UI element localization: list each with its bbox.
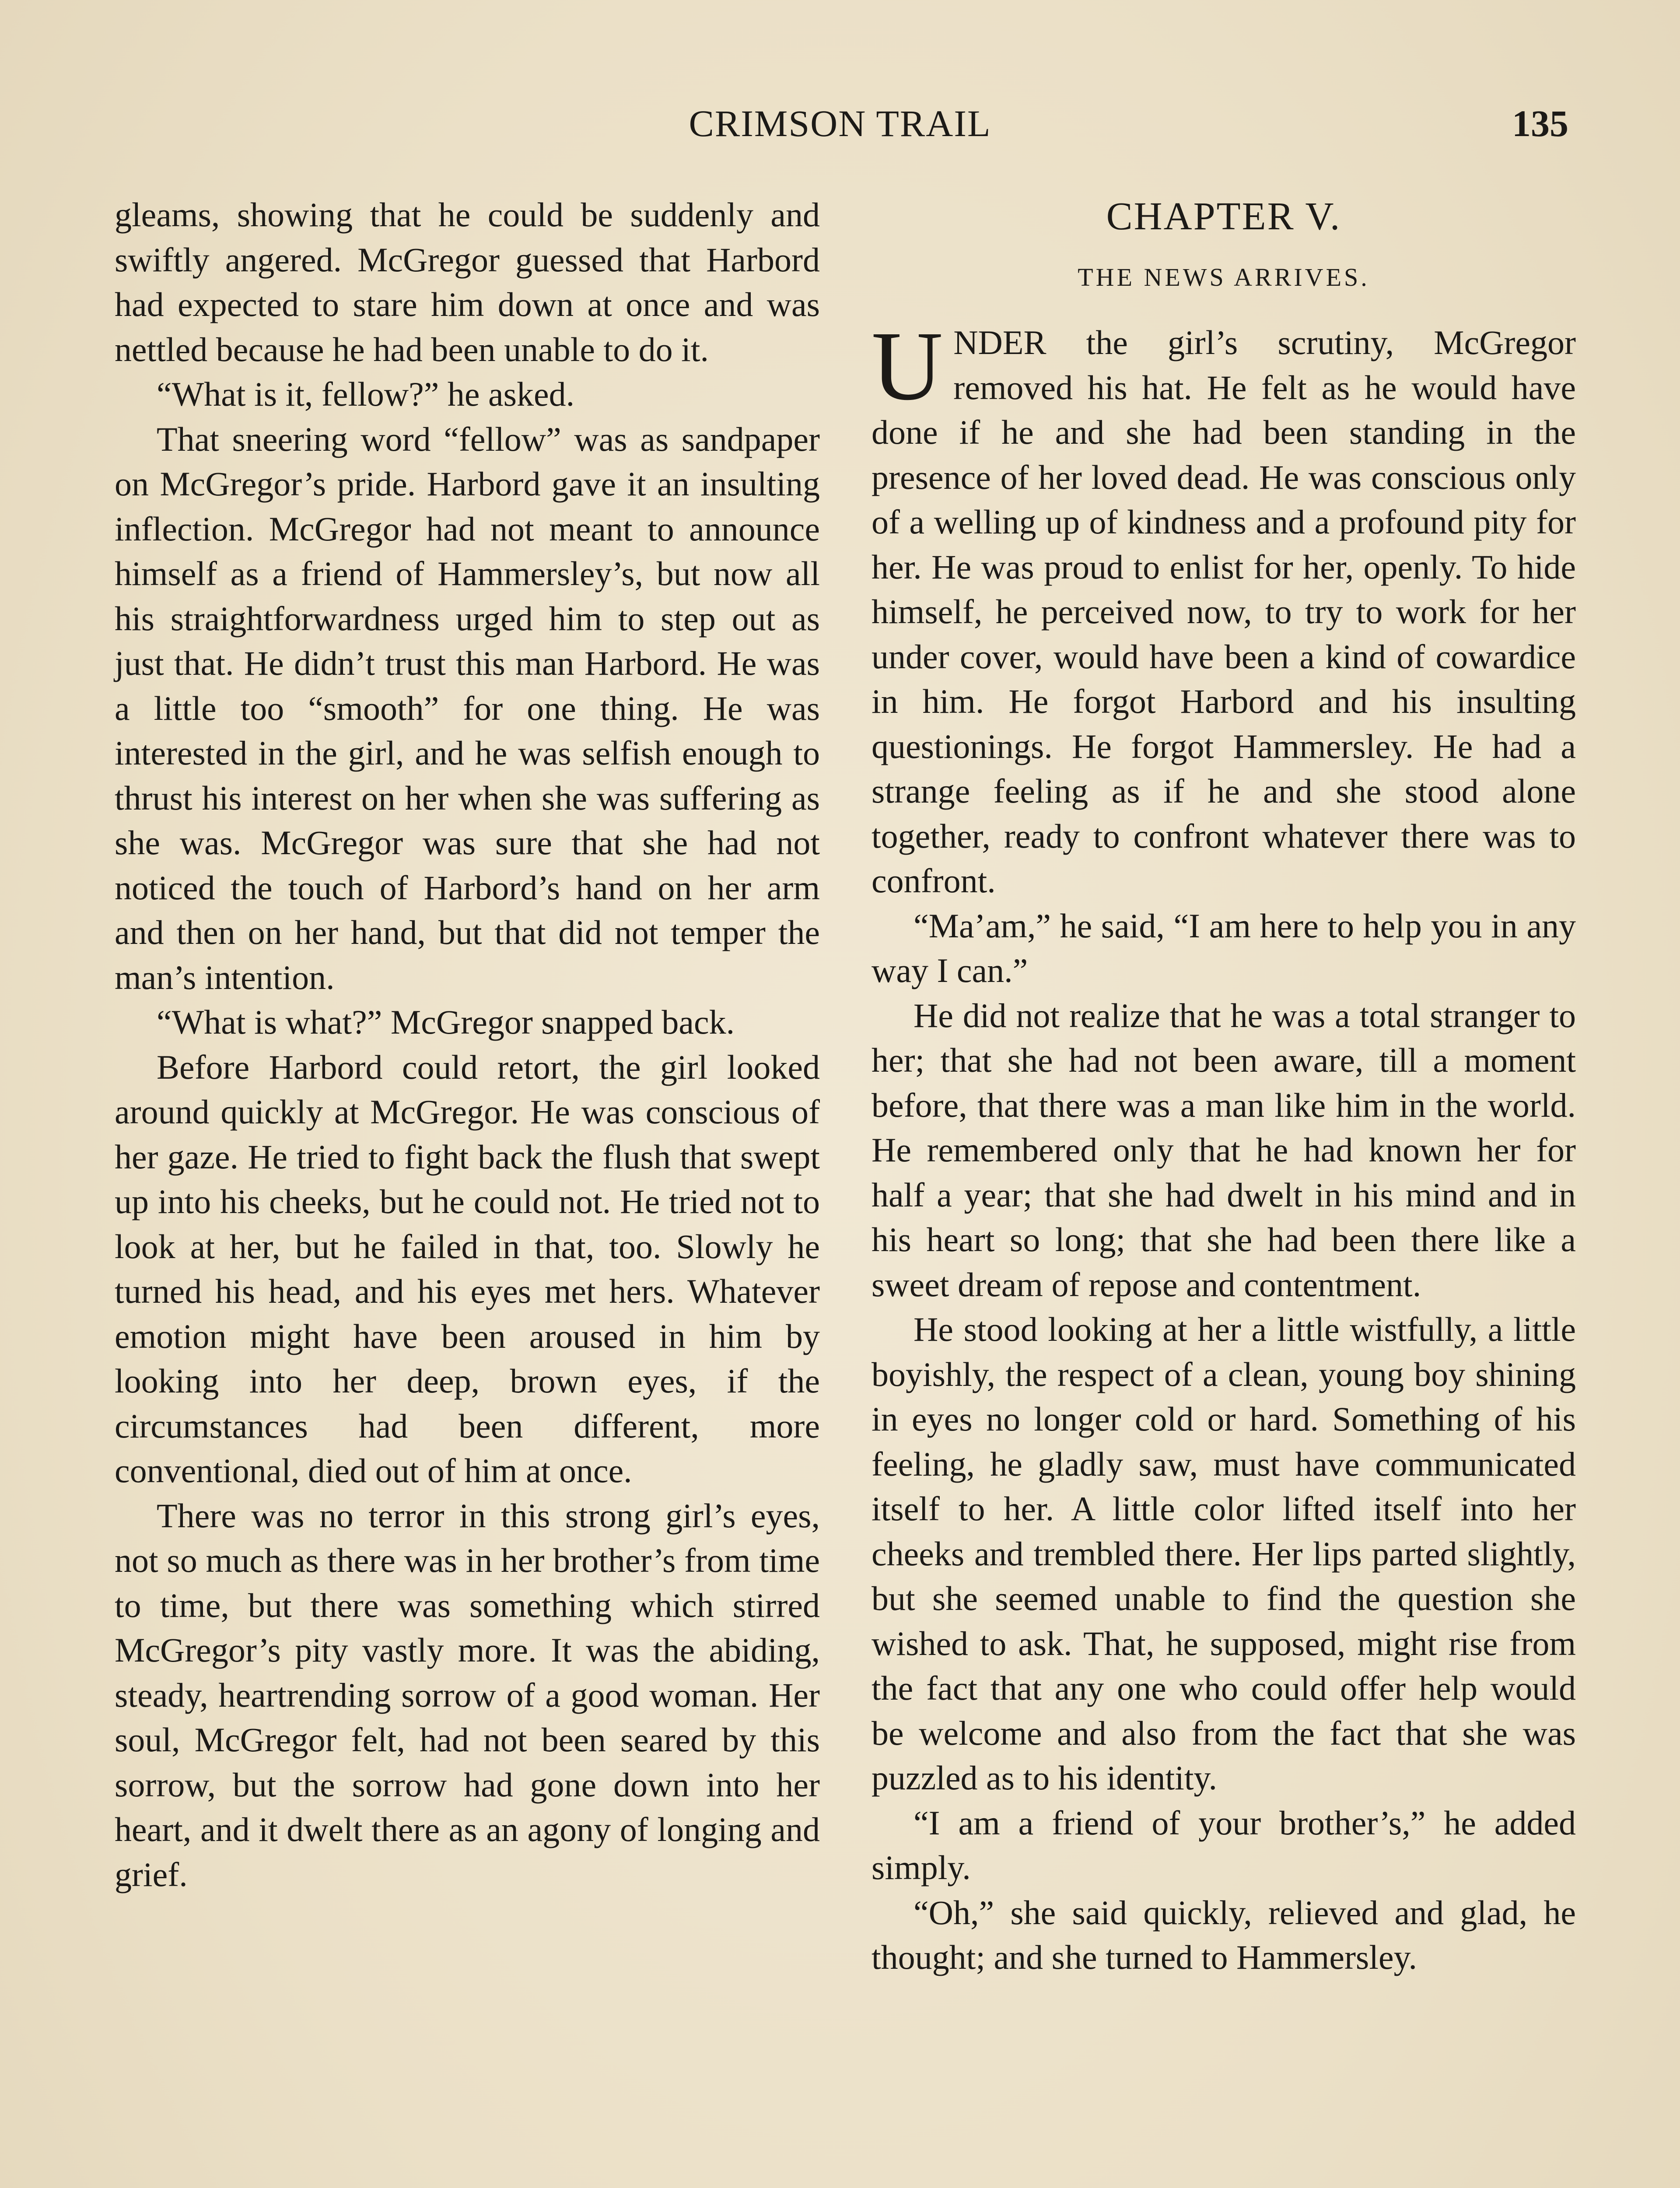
right-column <box>872 193 1576 1980</box>
paragraph: There was no terror in this strong girl’s eyes, not so much as there was in her brother’s from time to time, but there was something which stirred McGregor’s pity vastly more. It was the abiding, steady, heartrending sorrow of a good woman. Her soul, McGregor felt, had not been seared by this sorrow, but the sorrow had gone down into her heart, and it dwelt there as an agony of longing and grief. <box>115 1496 820 1893</box>
paragraph: That sneering word “fellow” was as sandpaper on McGregor’s pride. Harbord gave it an insulting inflection. McGregor had not meant to announce himself as a friend of Hammersley’s, but now all his straightforwardness urged him to step out as just that. He didn’t trust this man Harbord. He was a little too “smooth” for one thing. He was interested in the girl, and he was selfish enough to thrust his interest on her when she was suffering as she was. McGregor was sure that she had not noticed the touch of Harbord’s hand on her arm and then on her hand, but that did not temper the man’s intention. <box>115 420 820 996</box>
chapter-opening-paragraph <box>872 311 1576 904</box>
paragraph: “What is what?” McGregor snapped back. <box>157 1003 735 1041</box>
paragraph: “Ma’am,” he said, “I am here to help you in any way I can.” <box>872 906 1576 989</box>
chapter-title: CHAPTER V. <box>1106 195 1341 238</box>
paragraph: gleams, showing that he could be suddenly and swiftly angered. McGregor guessed that Harbord had expected to stare him down at once and was nettled because he had been unable to do it. <box>115 196 820 368</box>
chapter-subtitle: THE NEWS ARRIVES. <box>1078 263 1370 291</box>
drop-cap: U <box>872 311 943 421</box>
opening-paragraph-text: NDER the girl’s scrutiny, McGregor removed his hat. He felt as he would have done if he and she had been standing in the presence of her loved dead. He was conscious only of a welling up of kindness and a profound pity for her. He was proud to enlist for her, openly. To hide himself, he perceived now, to try to work for her under cover, would have been a kind of cowardice in him. He forgot Harbord and his insulting questionings. He forgot Hammersley. He had a strange feeling as if he and she stood alone together, ready to confront whatever there was to confront. <box>872 323 1576 900</box>
page-number: 135 <box>1512 102 1568 144</box>
paragraph: He did not realize that he was a total stranger to her; that she had not been aware, till a moment before, that there was a man like him in the world. He remembered only that he had known her for half a year; that she had dwelt in his mind and in his heart so long; that she had been there like a sweet dream of repose and contentment. <box>872 996 1576 1304</box>
page-header <box>0 102 1680 154</box>
paragraph: He stood looking at her a little wistfully, a little boyishly, the respect of a clean, young boy shining in eyes no longer cold or hard. Something of his feeling, he gladly saw, must have communicated itself to her. A little color lifted itself into her cheeks and trembled there. Her lips parted slightly, but she seemed unable to find the question she wished to ask. That, he supposed, might rise from the fact that any one who could offer help would be welcome and also from the fact that she was puzzled as to his identity. <box>872 1310 1576 1797</box>
left-column <box>115 193 820 1897</box>
paragraph: Before Harbord could retort, the girl looked around quickly at McGregor. He was conscious of her gaze. He tried to fight back the flush that swept up into his cheeks, but he could not. He tried not to look at her, but he failed in that, too. Slowly he turned his head, and his eyes met hers. Whatever emotion might have been aroused in him by looking into her deep, brown eyes, if the circumstances had been different, more conventional, died out of him at once. <box>115 1048 820 1490</box>
paragraph: “Oh,” she said quickly, relieved and glad, he thought; and she turned to Hammersley. <box>872 1893 1576 1976</box>
paragraph: “What is it, fellow?” he asked. <box>157 375 575 413</box>
running-title: CRIMSON TRAIL <box>689 102 991 144</box>
paragraph: “I am a friend of your brother’s,” he added simply. <box>872 1803 1576 1886</box>
